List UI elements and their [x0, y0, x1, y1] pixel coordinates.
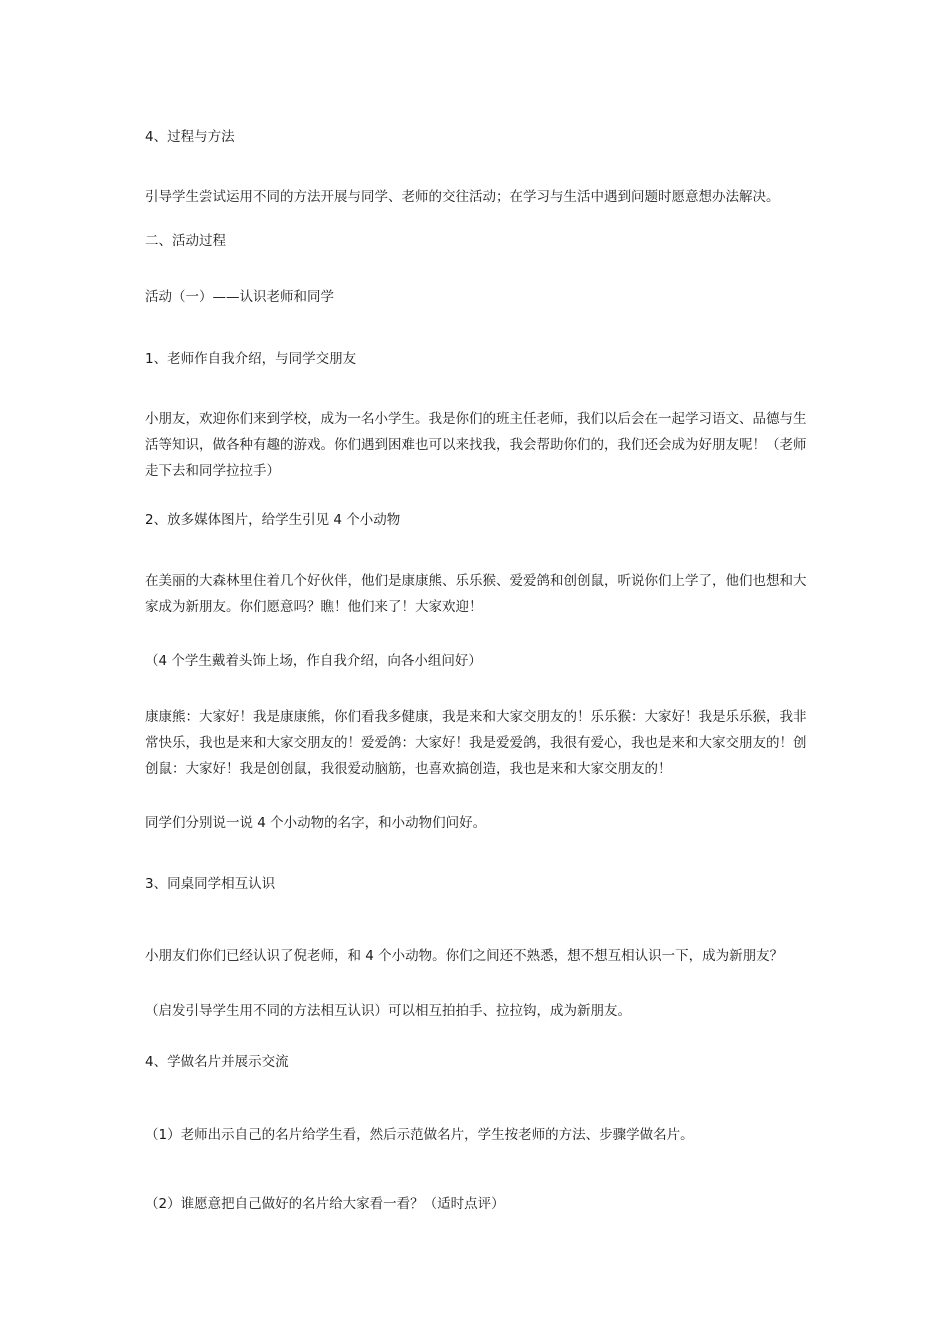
paragraph-teacher-intro: 小朋友，欢迎你们来到学校，成为一名小学生。我是你们的班主任老师，我们以后会在一起学习语文、品德与生活等知识，做各种有趣的游戏。你们遇到困难也可以来找我，我会帮助你们的，我们还会成为好朋友呢！（老师走下去和同学拉拉手） [145, 411, 807, 479]
paragraph-objective: 引导学生尝试运用不同的方法开展与同学、老师的交往活动；在学习与生活中遇到问题时愿意想办法解决。 [145, 189, 780, 205]
paragraph-make-card: （1）老师出示自己的名片给学生看，然后示范做名片，学生按老师的方法、步骤学做名片。 [145, 1127, 694, 1143]
step-2-heading: 2、放多媒体图片，给学生引见 4 个小动物 [145, 512, 401, 528]
section-heading-process-method: 4、过程与方法 [145, 129, 235, 145]
activity-one-heading: 活动（一）——认识老师和同学 [145, 289, 334, 305]
step-1-heading: 1、老师作自我介绍，与同学交朋友 [145, 351, 357, 367]
paragraph-get-acquainted: 小朋友们你们已经认识了倪老师，和 4 个小动物。你们之间还不熟悉，想不想互相认识一下，成为新朋友？ [145, 948, 784, 964]
paragraph-animal-dialogue: 康康熊：大家好！我是康康熊，你们看我多健康，我是来和大家交朋友的！乐乐猴：大家好！我是乐乐猴，我非常快乐，我也是来和大家交朋友的！爱爱鸽：大家好！我是爱爱鸽，我很有爱心，我也是来和大家交朋友的！创创鼠：大家好！我是创创鼠，我很爱动脑筋，也喜欢搞创造，我也是来和大家交朋友的！ [145, 709, 807, 777]
step-4-heading: 4、学做名片并展示交流 [145, 1054, 289, 1070]
paragraph-forest-friends: 在美丽的大森林里住着几个好伙伴，他们是康康熊、乐乐猴、爱爱鸽和创创鼠，听说你们上学了，他们也想和大家成为新朋友。你们愿意吗？瞧！他们来了！大家欢迎！ [145, 573, 807, 615]
paragraph-guide-methods: （启发引导学生用不同的方法相互认识）可以相互拍拍手、拉拉钩，成为新朋友。 [145, 1003, 631, 1019]
paragraph-show-card: （2）谁愿意把自己做好的名片给大家看一看？（适时点评） [145, 1196, 505, 1212]
section-heading-activity-process: 二、活动过程 [145, 233, 226, 249]
step-3-heading: 3、同桌同学相互认识 [145, 876, 276, 892]
paragraph-students-enter: （4 个学生戴着头饰上场，作自我介绍，向各小组问好） [145, 653, 482, 669]
paragraph-say-names: 同学们分别说一说 4 个小动物的名字，和小动物们问好。 [145, 815, 487, 831]
